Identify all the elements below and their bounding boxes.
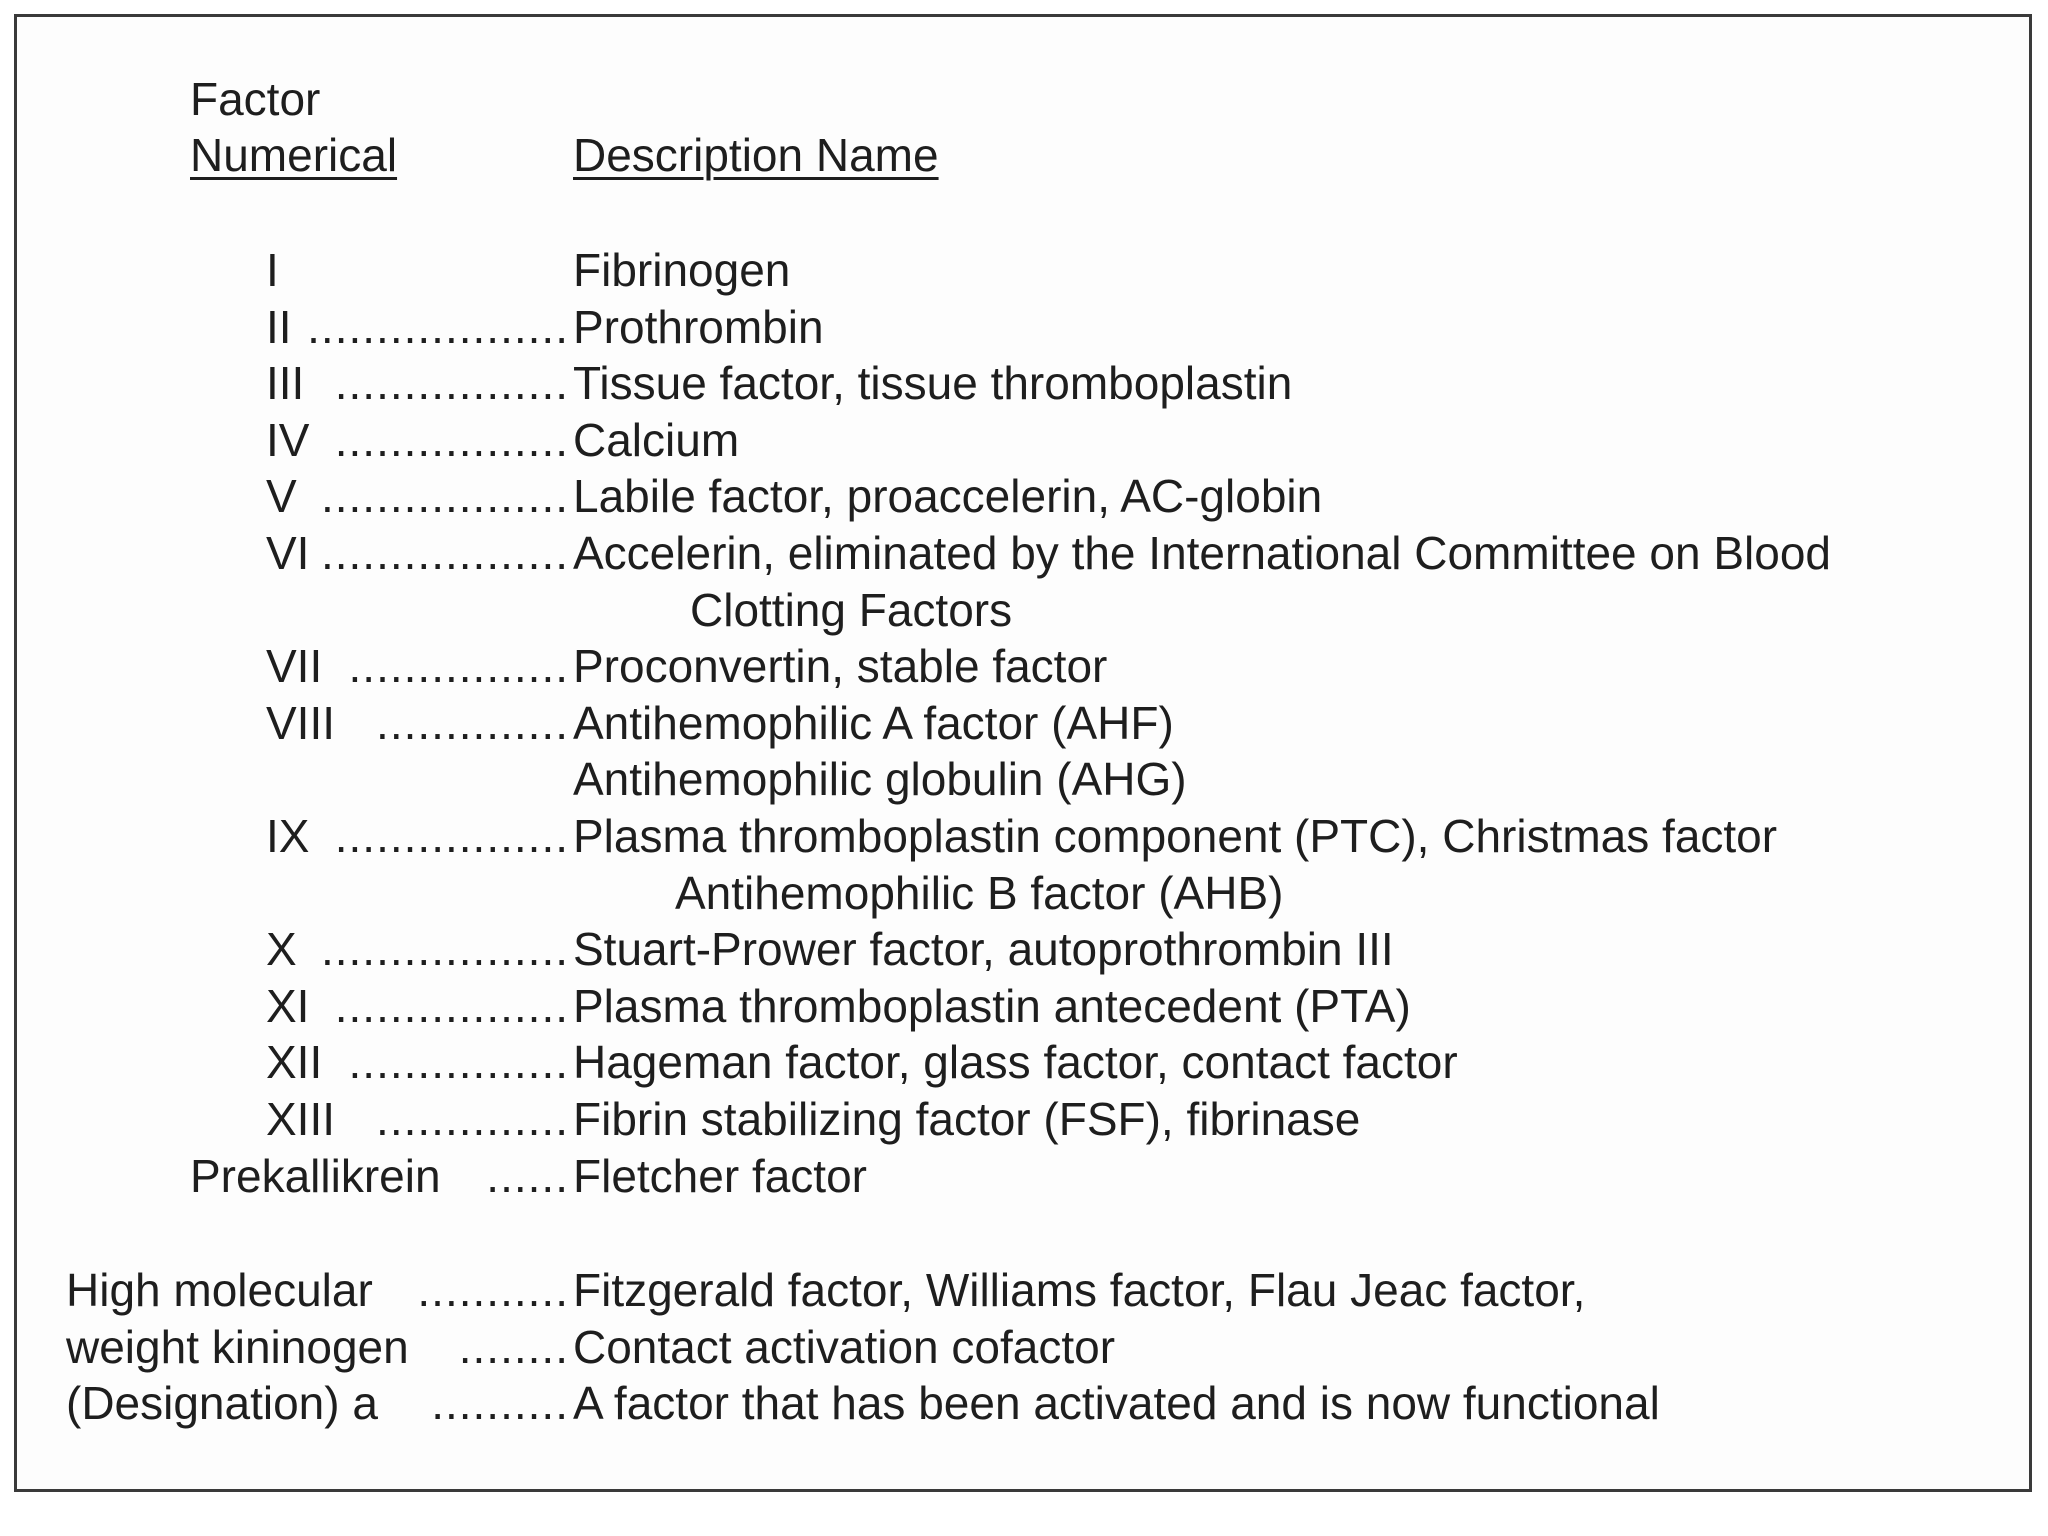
factor-description: Antihemophilic B factor (AHB)	[675, 866, 1284, 919]
factor-description: Labile factor, proaccelerin, AC-globin	[573, 470, 1323, 523]
column-header-numerical: Numerical	[190, 129, 398, 181]
dot-leader: ................	[348, 640, 569, 693]
factor-numeral: III	[266, 357, 305, 410]
dot-leader: ...........	[417, 1264, 569, 1316]
factor-description: Antihemophilic A factor (AHF)	[573, 696, 1174, 749]
factor-description: Proconvertin, stable factor	[573, 640, 1108, 693]
dot-leader: ........	[458, 1320, 569, 1373]
factor-description: Accelerin, eliminated by the International Committee on Blood	[573, 527, 1832, 579]
dot-leader: ..............	[376, 696, 569, 749]
factor-label: weight kininogen	[66, 1320, 409, 1373]
factor-numeral: VI	[266, 527, 310, 579]
factor-description: A factor that has been activated and is now functional	[573, 1377, 1660, 1430]
factor-description: Hageman factor, glass factor, contact factor	[573, 1036, 1458, 1089]
factor-numeral: IX	[266, 810, 310, 862]
factor-description: Tissue factor, tissue thromboplastin	[573, 357, 1293, 410]
factor-description: Fibrinogen	[573, 244, 791, 296]
factor-description: Fletcher factor	[573, 1149, 867, 1202]
factor-description: Stuart-Prower factor, autoprothrombin III	[573, 923, 1394, 976]
dot-leader: ...................	[307, 300, 569, 353]
factor-numeral: Prekallikrein	[190, 1149, 441, 1202]
factor-description: Plasma thromboplastin antecedent (PTA)	[573, 979, 1411, 1032]
dot-leader: ..................	[320, 923, 569, 976]
factor-description: Prothrombin	[573, 300, 824, 353]
column-header-factor: Factor	[190, 73, 321, 125]
dot-leader: ..............	[376, 1093, 569, 1145]
dot-leader: .................	[334, 979, 569, 1032]
factor-description: Plasma thromboplastin component (PTC), Christmas factor	[573, 810, 1778, 862]
factor-numeral: X	[266, 923, 297, 976]
factor-numeral: XI	[266, 979, 310, 1032]
factor-numeral: VIII	[266, 696, 336, 749]
factor-description: Contact activation cofactor	[573, 1320, 1116, 1373]
dot-leader: ..........	[431, 1377, 569, 1430]
dot-leader: .................	[334, 413, 569, 466]
dot-leader: ................	[348, 1036, 569, 1089]
factor-description: Fibrin stabilizing factor (FSF), fibrinase	[573, 1093, 1361, 1145]
factor-numeral: I	[266, 244, 279, 296]
factor-numeral: IV	[266, 413, 310, 466]
factor-label: (Designation) a	[66, 1377, 378, 1430]
dot-leader: ..................	[320, 527, 569, 579]
dot-leader: .................	[334, 810, 569, 862]
column-header-description: Description Name	[573, 129, 939, 181]
factor-description: Calcium	[573, 413, 740, 466]
factor-numeral: XIII	[266, 1093, 336, 1145]
dot-leader: .................	[334, 357, 569, 410]
factor-description: Antihemophilic globulin (AHG)	[573, 753, 1187, 806]
factor-numeral: II	[266, 300, 292, 353]
factor-numeral: XII	[266, 1036, 323, 1089]
factor-description: Clotting Factors	[690, 583, 1013, 636]
dot-leader: ......	[486, 1149, 569, 1202]
dot-leader: ..................	[320, 470, 569, 523]
factor-label: High molecular	[66, 1264, 373, 1316]
factor-numeral: V	[266, 470, 297, 523]
factor-description: Fitzgerald factor, Williams factor, Flau Jeac factor,	[573, 1264, 1586, 1316]
factor-numeral: VII	[266, 640, 323, 693]
